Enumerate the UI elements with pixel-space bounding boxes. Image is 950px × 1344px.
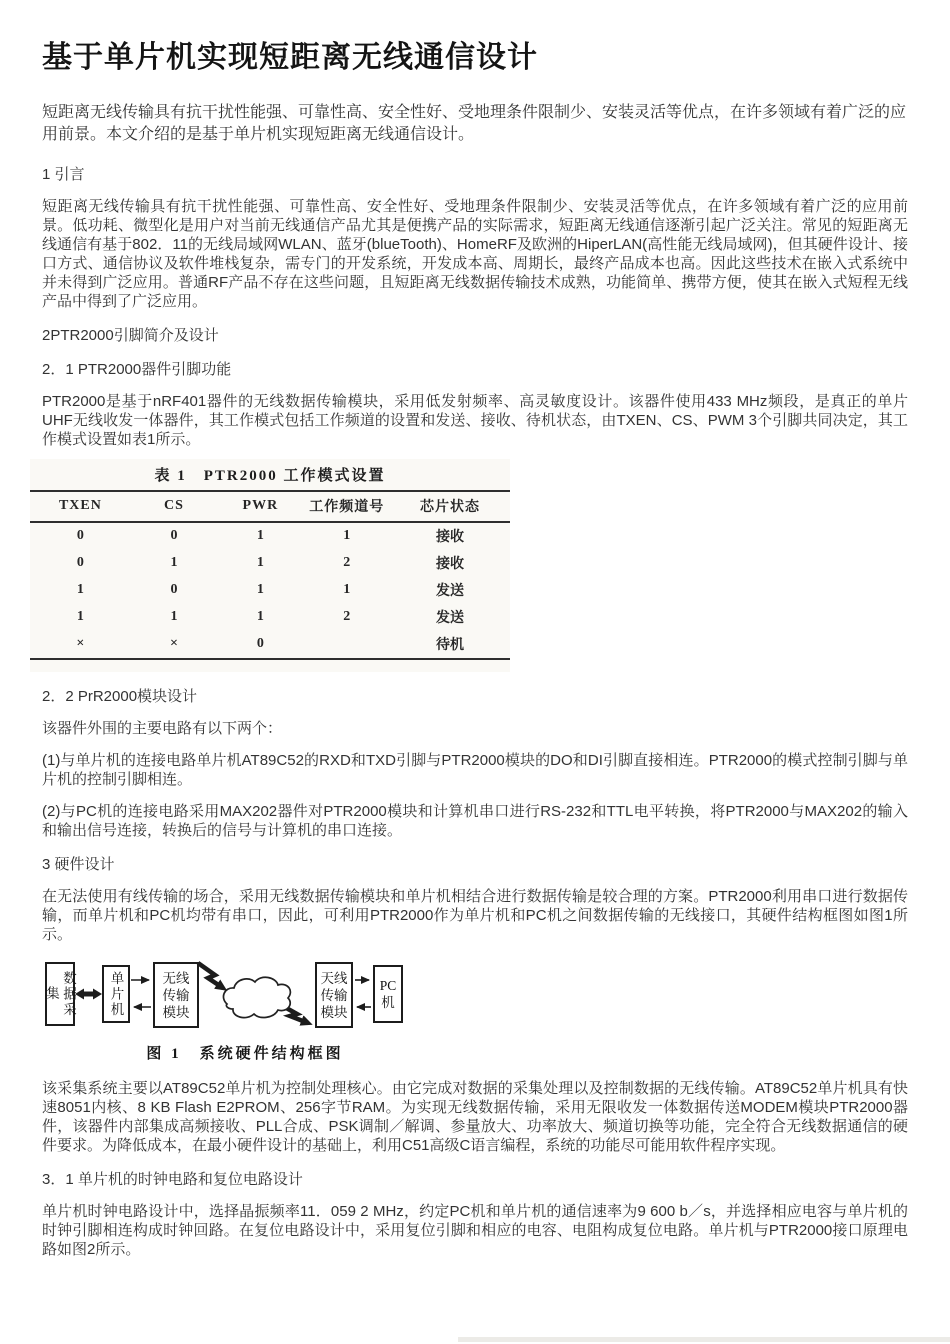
paragraph-circuit-1: (1)与单片机的连接电路单片机AT89C52的RXD和TXD引脚与PTR2000模块的DO和DI引脚直接相连。PTR2000的模式控制引脚与单片机的控制引脚相连。 [42,752,908,788]
paragraph-at89c52: 该采集系统主要以AT89C52单片机为控制处理核心。由它完成对数据的采集处理以及控制数据的无线传输。AT89C52单片机具有快速8051内核、8 KB Flash E2PROM、256字节RAM。为实现无线数据传输，采用无限收发一体数据传送MODEM模块PTR2000器件，该器件内部集成高频接收、PLL合成、PSK调制／解调、参量放大、功率放大、频道切换等功能，完全符合无线数据通信的硬件要求。为降低成本，在最小硬件设计的基础上，利用C51高级C语言编程，系统的功能尽可能用软件程序实现。 [42,1080,908,1154]
table-header-cell: PWR [217,491,303,522]
table-cell: 发送 [435,611,464,626]
paragraph-ptr2000: PTR2000是基于nRF401器件的无线数据传输模块，采用低发射频率、高灵敏度设计。该器件使用433 MHz频段，是真正的单片UHF无线收发一体器件，其工作模式包括工作频道的设置和发送、接收、待机状态，由TXEN、CS、PWM 3个引脚共同决定，其工作模式设置如表1所示。 [42,393,908,448]
table-cell: 0 [170,582,178,597]
figure-box-label: 单片机 [108,970,124,1018]
figure-box-mcu [102,965,130,1023]
figure-box-label: 天线传输模块 [320,970,348,1020]
table-cell: 接收 [435,557,464,572]
table-header-cell: TXEN [30,491,131,522]
table-cell: 1 [256,528,264,543]
figure1-block-diagram [35,954,455,1066]
table1 [30,490,510,660]
table-cell: 0 [256,636,264,651]
table-cell: 0 [76,555,84,570]
table-cell: 2 [343,609,351,624]
table-cell: 发送 [435,584,464,599]
table-header-cell: 芯片状态 [390,491,510,522]
table-cell: 1 [343,528,351,543]
table1-caption: 表 1 PTR2000 工作模式设置 [154,468,386,484]
paragraph-intro: 短距离无线传输具有抗干扰性能强、可靠性高、安全性好、受地理条件限制少、安装灵活等优点，在许多领域有着广泛的应用前景。低功耗、微型化是用户对当前无线通信产品尤其是便携产品的实际需求，短距离无线通信逐渐引起广泛关注。常见的短距离无线通信有基于802．11的无线局域网WLAN、蓝牙(blueTooth)、HomeRF及欧洲的HiperLAN(高性能无线局域网)，但其硬件设计、接口方式、通信协议及软件堆栈复杂，需专门的开发系统，开发成本高、周期长，最终产品成本也高。因此这些技术在嵌入式系统中并未得到广泛应用。普通RF产品不存在这些问题，且短距离无线数据传输技术成熟，功能简单、携带方便，使其在嵌入式短程无线产品中得到了广泛应用。 [42,198,908,310]
table-row [30,522,510,550]
table-header-cell: 工作频道号 [304,491,390,522]
table-cell: × [76,636,85,651]
section-heading-2-2: 2．2 PrR2000模块设计 [42,688,198,705]
table-row [30,604,510,631]
table-cell: 1 [76,609,84,624]
section-heading-3-1: 3．1 单片机的时钟电路和复位电路设计 [42,1171,303,1188]
table-cell: 待机 [435,638,464,653]
abstract-paragraph: 短距离无线传输具有抗干扰性能强、可靠性高、安全性好、受地理条件限制少、安装灵活等优点，在许多领域有着广泛的应用前景。本文介绍的是基于单片机实现短距离无线通信设计。 [42,104,907,143]
table-cell: 0 [76,528,84,543]
table-cell: 1 [76,582,84,597]
table-row [30,631,510,659]
section-heading-3: 3 硬件设计 [42,856,115,873]
double-arrow-icon [75,989,102,1000]
paragraph-circuits-intro: 该器件外围的主要电路有以下两个： [42,720,283,737]
figure1-caption: 图 1 系统硬件结构框图 [146,1046,344,1062]
table-cell: 1 [256,609,264,624]
figure-box-wireless-module [153,962,199,1028]
page-title: 基于单片机实现短距离无线通信设计 [42,41,538,74]
paragraph-hardware: 在无法使用有线传输的场合，采用无线数据传输模块和单片机相结合进行数据传输是较合理的方案。PTR2000利用串口进行数据传输，而单片机和PC机均带有串口，因此，可利用PTR2000作为单片机和PC机之间数据传输的无线接口，其硬件结构框图如图1所示。 [42,888,908,943]
figure-box-label: PC机 [379,978,397,1010]
paragraph-clock-reset: 单片机时钟电路设计中，选择晶振频率11．059 2 MHz，约定PC机和单片机的通信速率为9 600 b／s，并选择相应电容与单片机的时钟引脚相连构成时钟回路。在复位电路设计中，采用复位引脚和相应的电容、电阻构成复位电路。单片机与PTR2000接口原理电路如图2所示。 [42,1203,908,1258]
figure-box-pc [373,965,403,1023]
table-header-row [30,491,510,522]
table-header-cell: CS [131,491,217,522]
table-row [30,550,510,577]
table-row [30,577,510,604]
table-cell: 0 [170,528,178,543]
table-cell: 1 [170,609,178,624]
section-heading-1: 1 引言 [42,166,85,183]
table-cell: 2 [343,555,351,570]
table-cell: 1 [256,555,264,570]
lightning-bolt-icon [198,963,223,988]
cloud-icon [223,977,290,1017]
paragraph-circuit-2: (2)与PC机的连接电路采用MAX202器件对PTR2000模块和计算机串口进行RS-232和TTL电平转换，将PTR2000与MAX202的输入和输出信号连接，转换后的信号与计算机的串口连接。 [42,803,908,839]
figure-box-antenna-module [315,962,353,1028]
table-cell: × [170,636,178,651]
figure-box-data-acquisition [45,962,75,1026]
section-heading-2-1: 2．1 PTR2000器件引脚功能 [42,361,232,378]
table-cell: 1 [170,555,178,570]
bottom-divider [458,1337,950,1342]
figure-box-label: 无线传输模块 [162,970,190,1020]
section-heading-2: 2PTR2000引脚简介及设计 [42,327,219,344]
table-cell: 1 [256,582,264,597]
figure-box-label: 数据采集 [44,970,76,1018]
table-cell: 1 [343,582,351,597]
table-cell: 接收 [435,530,464,545]
table-cell [304,631,390,659]
table1-scan [30,459,510,672]
